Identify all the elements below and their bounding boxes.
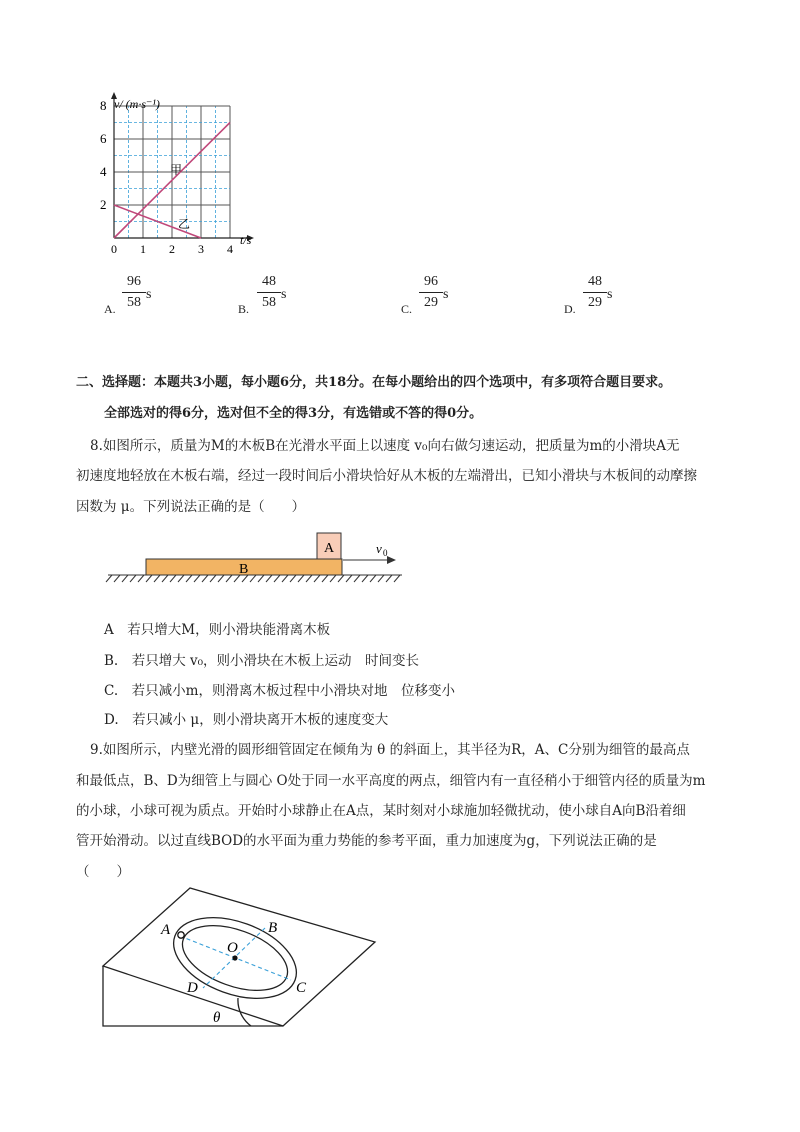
option-d-denominator: 29 (588, 295, 602, 310)
hatch-mark (122, 575, 128, 582)
velocity-arrowhead (387, 556, 396, 564)
x-tick-label: 0 (111, 242, 117, 256)
option-d-fraction (582, 274, 608, 311)
q8-stem-line3: 因数为 μ。下列说法正确的是（ ） (76, 499, 306, 515)
y-axis-label: v/ (m·s⁻¹) (114, 97, 160, 111)
series-label-jia: 甲 (170, 163, 183, 177)
hatch-mark (290, 575, 296, 582)
board-b-label: B (239, 562, 249, 577)
hatch-mark (138, 575, 144, 582)
q8-stem-line2: 初速度地轻放在木板右端，经过一段时间后小滑块恰好从木板的左端滑出，已知小滑块与木板间的动摩擦 (76, 468, 697, 484)
hatch-mark (130, 575, 136, 582)
hatch-mark (354, 575, 360, 582)
hatch-mark (114, 575, 120, 582)
hatch-mark (154, 575, 160, 582)
label-b: B (268, 920, 278, 936)
option-d-label: D. (564, 302, 576, 316)
option-a-fraction (121, 274, 147, 311)
option-c-numerator: 96 (424, 274, 438, 289)
option-c-unit: s (443, 287, 449, 302)
hatch-mark (306, 575, 312, 582)
hatch-mark (162, 575, 168, 582)
hatch-mark (202, 575, 208, 582)
q9-incline-figure (95, 880, 385, 1035)
option-c-fraction (418, 274, 444, 311)
hatch-mark (386, 575, 392, 582)
section2-heading-line1: 二、选择题：本题共3小题，每小题6分，共18分。在每小题给出的四个选项中，有多项符合题目要求。 (76, 375, 672, 390)
option-a-numerator: 96 (127, 274, 141, 289)
hatch-mark (330, 575, 336, 582)
section2-heading-line2: 全部选对的得6分，选对但不全的得3分，有选错或不答的得0分。 (104, 406, 483, 421)
fraction-bar (583, 292, 607, 293)
option-c-denominator: 29 (424, 295, 438, 310)
hatch-mark (298, 575, 304, 582)
q9-stem-line1: 9.如图所示，内壁光滑的圆形细管固定在倾角为 θ 的斜面上，其半径为R，A、C分别为细管的最高点 (90, 742, 690, 758)
q9-stem-line3: 的小球，小球可视为质点。开始时小球静止在A点，某时刻对小球施加轻微扰动，使小球自A向B沿着细 (76, 803, 686, 819)
hatch-mark (210, 575, 216, 582)
option-b-fraction (256, 274, 282, 311)
option-a-denominator: 58 (127, 295, 141, 310)
option-b-label: B. (238, 302, 250, 316)
x-tick-label: 3 (198, 242, 204, 256)
option-c-label: C. (401, 302, 413, 316)
option-a-label: A. (104, 302, 116, 316)
x-tick-label: 1 (140, 242, 146, 256)
hatch-mark (178, 575, 184, 582)
q8-option-d: D. 若只减小 μ，则小滑块离开木板的速度变大 (104, 712, 389, 728)
x-tick-label: 4 (227, 242, 233, 256)
hatch-mark (146, 575, 152, 582)
fraction-bar (122, 292, 146, 293)
hatch-mark (170, 575, 176, 582)
hatch-mark (378, 575, 384, 582)
fraction-bar (419, 292, 443, 293)
y-tick-label: 2 (100, 197, 107, 212)
hatch-mark (282, 575, 288, 582)
y-tick-label: 4 (100, 164, 107, 179)
hatch-mark (194, 575, 200, 582)
velocity-time-chart (90, 90, 280, 260)
label-c: C (296, 980, 307, 996)
hatch-mark (218, 575, 224, 582)
hatch-mark (274, 575, 280, 582)
y-tick-label: 6 (100, 131, 107, 146)
option-b-unit: s (281, 287, 287, 302)
label-theta: θ (213, 1010, 221, 1026)
label-o: O (227, 940, 238, 956)
x-axis-label: t/s (240, 233, 252, 247)
label-a: A (161, 922, 171, 938)
velocity-subscript: 0 (383, 548, 388, 558)
q9-stem-line2: 和最低点，B、D为细管上与圆心 O处于同一水平高度的两点，细管内有一直径稍小于细管内径的质量为m (76, 773, 706, 789)
hatch-mark (226, 575, 232, 582)
velocity-label: v (376, 541, 382, 556)
block-a-label: A (324, 541, 335, 556)
q8-option-b: B. 若只增大 v₀，则小滑块在木板上运动 时间变长 (104, 653, 420, 669)
hatch-mark (370, 575, 376, 582)
hatch-mark (322, 575, 328, 582)
label-d: D (187, 980, 198, 996)
hatch-mark (106, 575, 112, 582)
option-d-numerator: 48 (588, 274, 602, 289)
angle-arc (238, 998, 251, 1026)
ground-hatching (106, 575, 402, 582)
hatch-mark (250, 575, 256, 582)
series-label-yi: 乙 (178, 217, 191, 231)
fraction-bar (257, 292, 281, 293)
hatch-mark (266, 575, 272, 582)
center-point-o (232, 955, 237, 960)
x-tick-label: 2 (169, 242, 175, 256)
incline-top-face (103, 888, 375, 1026)
q8-option-c: C. 若只减小m，则滑离木板过程中小滑块对地 位移变小 (104, 683, 455, 699)
q8-board-figure (100, 525, 410, 595)
ball (178, 932, 184, 938)
hatch-mark (338, 575, 344, 582)
y-tick-label: 8 (100, 98, 107, 113)
q8-option-a: A 若只增大M，则小滑块能滑离木板 (104, 622, 331, 638)
hatch-mark (362, 575, 368, 582)
option-a-unit: s (146, 287, 152, 302)
hatch-mark (314, 575, 320, 582)
option-b-numerator: 48 (262, 274, 276, 289)
q9-stem-line4: 管开始滑动。以过直线BOD的水平面为重力势能的参考平面，重力加速度为g，下列说法正确的是 (76, 833, 657, 849)
q8-stem-line1: 8.如图所示，质量为M的木板B在光滑水平面上以速度 v₀向右做匀速运动，把质量为m的小滑块A无 (90, 438, 680, 454)
hatch-mark (394, 575, 400, 582)
q9-stem-line5: （ ） (76, 864, 130, 880)
option-b-denominator: 58 (262, 295, 276, 310)
hatch-mark (346, 575, 352, 582)
hatch-mark (258, 575, 264, 582)
option-d-unit: s (607, 287, 613, 302)
hatch-mark (186, 575, 192, 582)
